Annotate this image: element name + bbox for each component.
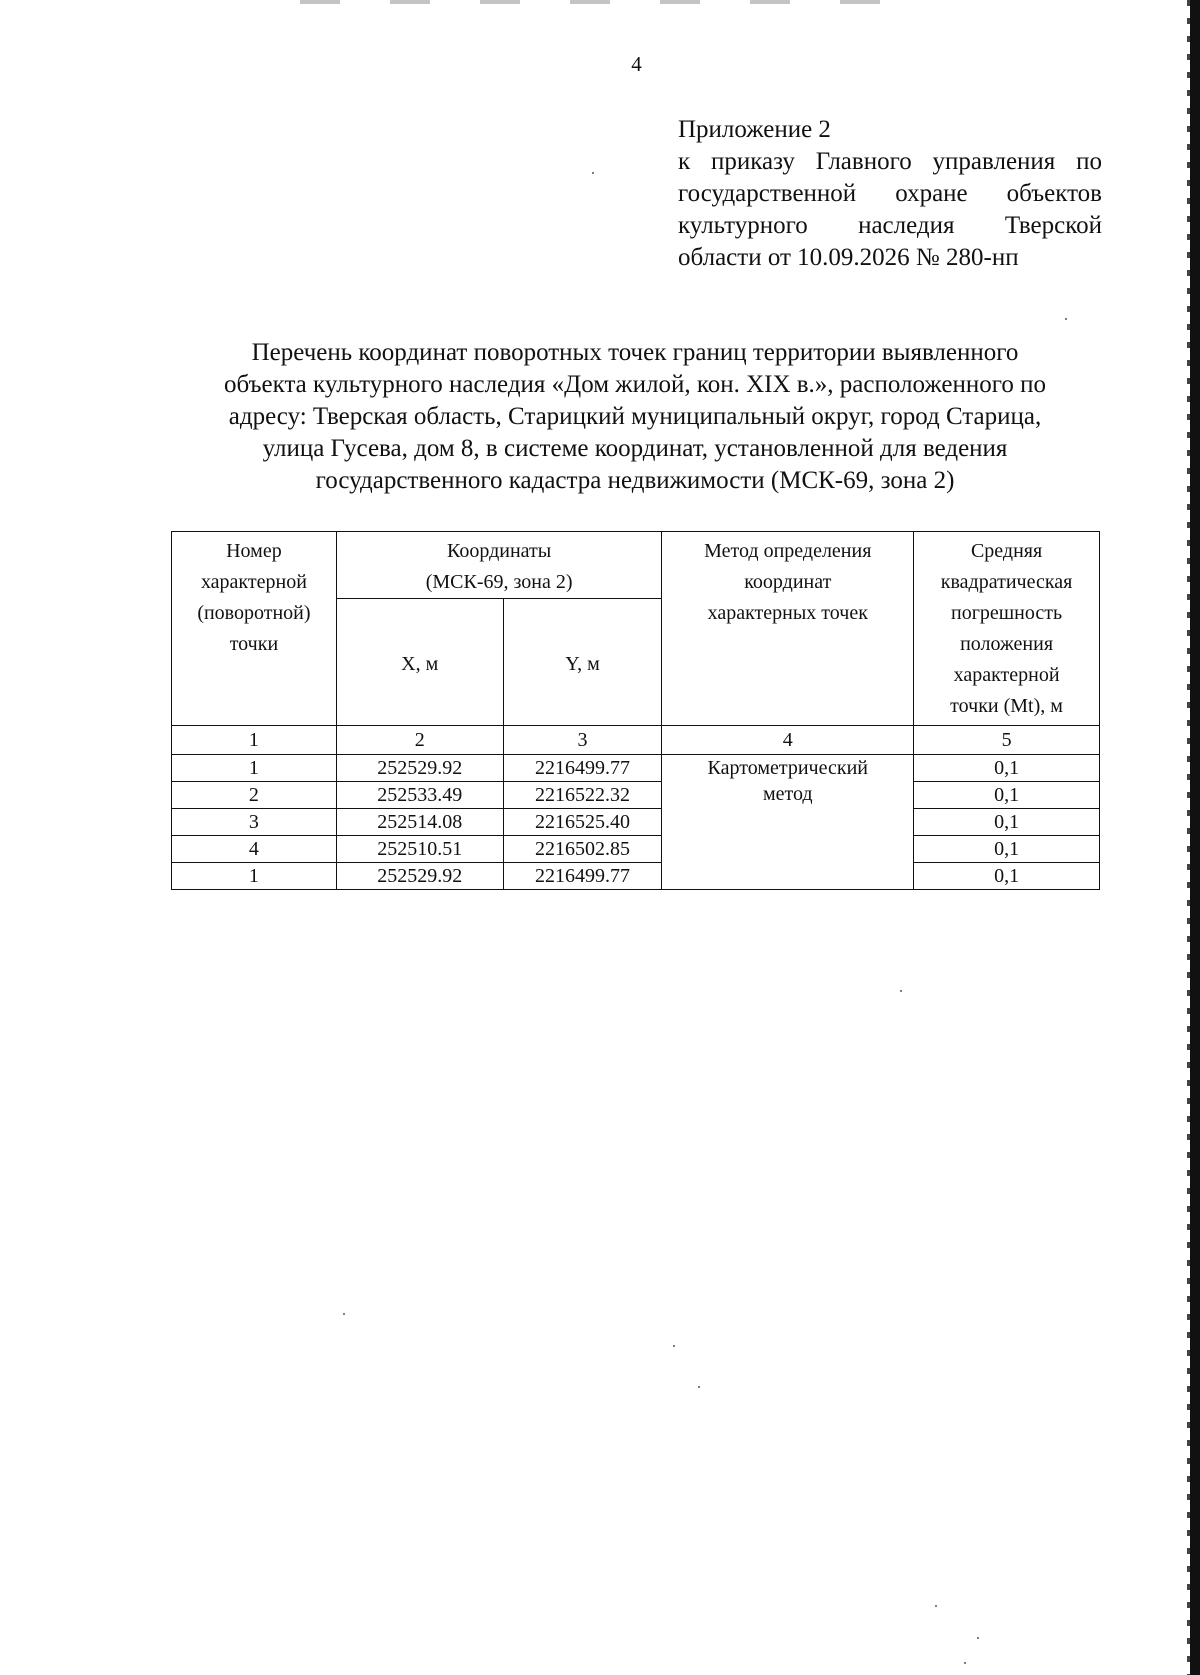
header-text: положения — [960, 633, 1054, 655]
column-numbers-row — [172, 726, 1100, 755]
appendix-line: к приказу Главного управления по — [678, 148, 1102, 175]
header-text: Средняя — [970, 540, 1043, 562]
header-text: точки (Mt), м — [950, 695, 1063, 717]
table-row — [172, 755, 1100, 782]
title-line: объекта культурного наследия «Дом жилой, кон. XIX в.», расположенного по — [224, 371, 1046, 398]
header-point-number — [172, 532, 337, 726]
appendix-line: государственной охране объектов — [678, 180, 1102, 207]
appendix-line: культурного наследия Тверской — [678, 212, 1102, 239]
document-title — [160, 337, 1110, 497]
coordinates-table — [171, 531, 1100, 890]
header-method — [662, 532, 914, 726]
cell-point: 4 — [172, 836, 337, 863]
column-number: 5 — [914, 726, 1100, 755]
appendix-line: области от 10.09.2026 № 280-нп — [678, 244, 1019, 271]
cell-error: 0,1 — [914, 809, 1100, 836]
scan-artifact-top — [300, 0, 900, 4]
header-y: Y, м — [503, 599, 662, 726]
cell-error: 0,1 — [914, 863, 1100, 890]
cell-y: 2216525.40 — [503, 809, 662, 836]
column-number: 2 — [336, 726, 503, 755]
table-header-row — [172, 532, 1100, 599]
header-text: квадратическая — [940, 571, 1073, 593]
header-text: (МСК-69, зона 2) — [425, 571, 573, 593]
cell-x: 252529.92 — [336, 863, 503, 890]
appendix-reference — [678, 114, 1102, 274]
appendix-line: Приложение 2 — [678, 116, 831, 143]
cell-x: 252533.49 — [336, 782, 503, 809]
table-row — [172, 782, 1100, 809]
header-text: точки — [229, 633, 279, 655]
cell-error: 0,1 — [914, 836, 1100, 863]
method-text: Картометрический — [707, 757, 868, 779]
header-x: X, м — [336, 599, 503, 726]
header-text: Номер — [226, 540, 282, 562]
scan-edge-right — [1190, 0, 1200, 1675]
cell-y: 2216502.85 — [503, 836, 662, 863]
method-text: метод — [762, 783, 813, 805]
cell-x: 252514.08 — [336, 809, 503, 836]
cell-x: 252529.92 — [336, 755, 503, 782]
column-number: 4 — [662, 726, 914, 755]
title-line: государственного кадастра недвижимости (МСК-69, зона 2) — [315, 467, 955, 494]
header-text: характерных точек — [707, 602, 868, 624]
header-error — [914, 532, 1100, 726]
cell-y: 2216499.77 — [503, 755, 662, 782]
page-number: 4 — [631, 52, 642, 76]
cell-x: 252510.51 — [336, 836, 503, 863]
cell-point: 1 — [172, 755, 337, 782]
header-text: Метод определения — [704, 540, 872, 562]
table-row — [172, 836, 1100, 863]
header-text: погрешность — [951, 602, 1063, 624]
title-line: улица Гусева, дом 8, в системе координат, установленной для ведения — [262, 435, 1008, 462]
header-coordinates — [336, 532, 662, 599]
header-text: Координаты — [447, 540, 552, 562]
column-number: 3 — [503, 726, 662, 755]
cell-point: 1 — [172, 863, 337, 890]
scan-edge-perforation — [1187, 0, 1190, 1675]
cell-y: 2216499.77 — [503, 863, 662, 890]
title-line: адресу: Тверская область, Старицкий муниципальный округ, город Старица, — [228, 403, 1042, 430]
table-row — [172, 863, 1100, 890]
column-number: 1 — [172, 726, 337, 755]
cell-error: 0,1 — [914, 755, 1100, 782]
cell-y: 2216522.32 — [503, 782, 662, 809]
cell-point: 2 — [172, 782, 337, 809]
header-text: (поворотной) — [197, 602, 311, 624]
title-line: Перечень координат поворотных точек границ территории выявленного — [251, 339, 1019, 366]
cell-point: 3 — [172, 809, 337, 836]
header-text: характерной — [953, 664, 1060, 686]
cell-error: 0,1 — [914, 782, 1100, 809]
cell-method — [662, 755, 914, 890]
header-text: характерной — [200, 571, 307, 593]
table-row — [172, 809, 1100, 836]
header-text: координат — [744, 571, 832, 593]
